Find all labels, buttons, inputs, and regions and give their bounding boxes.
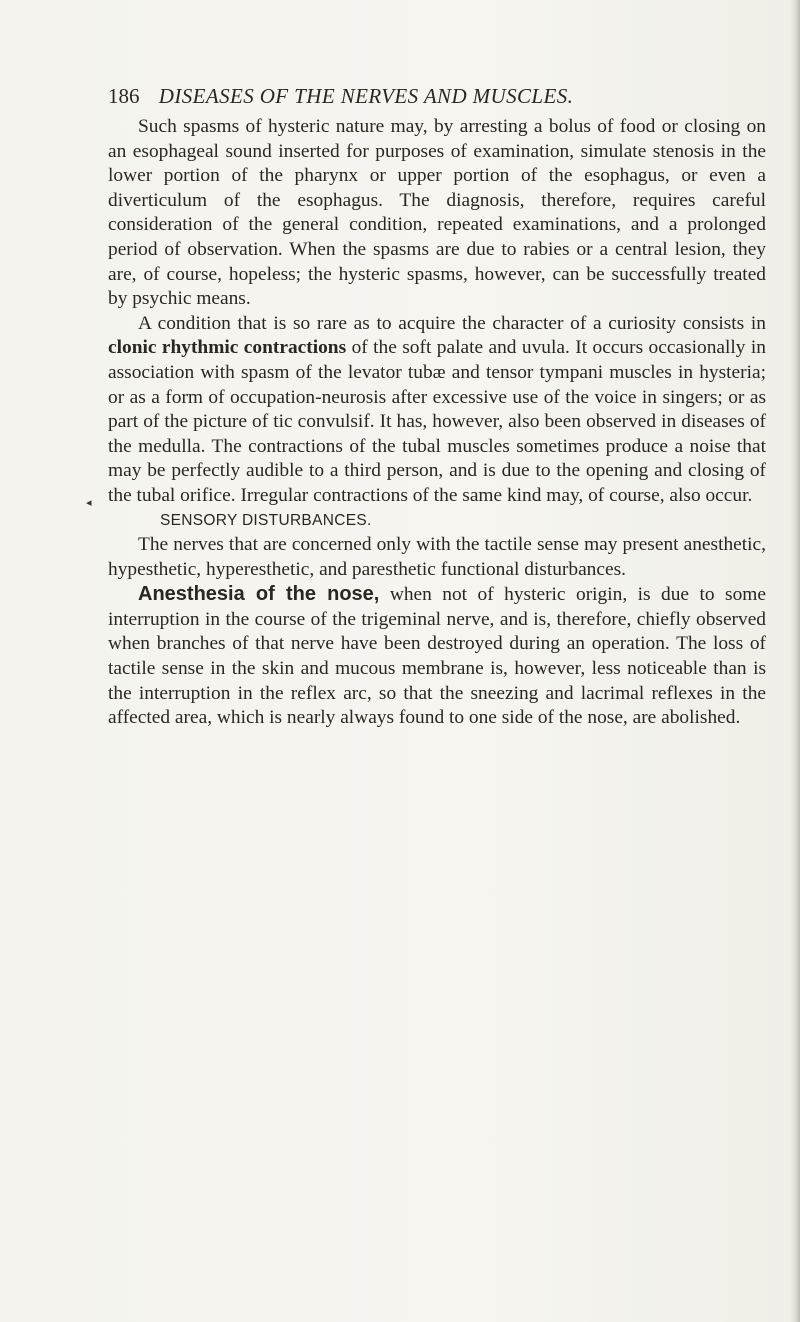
paragraph-anesthesia-after: when not of hysteric origin, is due to some interruption in the course of the trigeminal nerve, and is, therefore, chiefly observed when branches of that nerve have been destroyed during an operation. The loss of tactile sense in the skin and mucous membrane is, however, less noticeable than is the interruption in the reflex arc, so that the sneezing and lacrimal reflexes in the affected area, which is nearly always found to one side of the nose, are abolished. [108, 584, 766, 729]
body-text [108, 115, 766, 731]
paragraph-spasms: Such spasms of hysteric nature may, by arresting a bolus of food or closing on an esophageal sound inserted for purposes of examination, simulate stenosis in the lower portion of the pharynx or upper portion of the esophagus, or even a diverticulum of the esophagus. The diagnosis, therefore, requires careful consideration of the general condition, repeated examinations, and a prolonged period of observation. When the spasms are due to rabies or a central lesion, they are, of course, hopeless; the hysteric spasms, however, can be successfully treated by psychic means. [108, 116, 766, 310]
paragraph-clonic-before: A condition that is so rare as to acquire the character of a curiosity consists in [138, 312, 766, 334]
paragraph-anesthesia [108, 582, 766, 731]
section-heading: SENSORY DISTURBANCES. [160, 511, 372, 529]
page-edge-shadow [790, 0, 800, 1322]
term-anesthesia-nose: Anesthesia of the nose, [138, 583, 380, 606]
paragraph-clonic-after: of the soft palate and uvula. It occurs occasionally in association with spasm of the levator tubæ and tensor tympani muscles in hysteria; or as a form of occupation-neurosis after excessive use of the voice in singers; or as part of the picture of tic convulsif. It has, however, also been observed in diseases of the medulla. The contractions of the tubal muscles sometimes produce a noise that may be perfectly audible to a third person, and is due to the opening and closing of the tubal orifice. Irregular contractions of the same kind may, of course, also occur. [108, 337, 766, 506]
term-clonic-contractions: clonic rhythmic contractions [108, 337, 347, 359]
running-title: DISEASES OF THE NERVES AND MUSCLES. [158, 84, 574, 108]
paragraph-clonic-contractions [108, 312, 766, 509]
paragraph-tactile-sense: The nerves that are concerned only with the tactile sense may present anesthetic, hypesthetic, hyperesthetic, and paresthetic functional disturbances. [108, 534, 766, 580]
margin-arrow-icon: ◂ [86, 497, 92, 509]
page-number: 186 [108, 84, 140, 108]
page-header [108, 80, 748, 112]
